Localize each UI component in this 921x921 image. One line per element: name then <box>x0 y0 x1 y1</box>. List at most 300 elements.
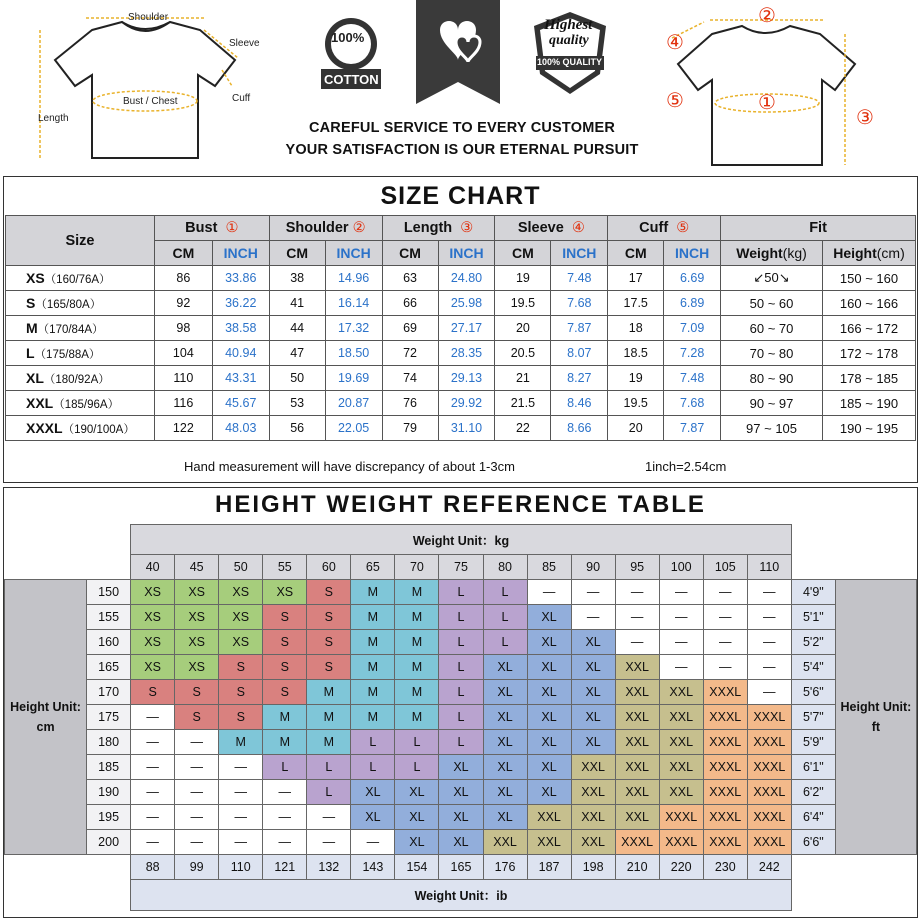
measure-cell-sl-cm: 19 <box>495 266 551 291</box>
cotton-badge-top: 100% <box>331 30 365 45</box>
measure-cell-sh-cm: 41 <box>269 291 325 316</box>
size-recommendation-cell: — <box>571 580 615 605</box>
size-recommendation-cell: XL <box>527 730 571 755</box>
size-recommendation-cell: M <box>263 705 307 730</box>
size-recommendation-cell: M <box>307 705 351 730</box>
size-name: XXL <box>26 394 54 411</box>
height-unit-cm-label: Height Unit: cm <box>10 700 81 734</box>
lb-value: 220 <box>659 855 703 880</box>
size-recommendation-cell: M <box>351 705 395 730</box>
quality-badge-line3: 100% QUALITY <box>537 57 603 67</box>
size-recommendation-cell: XL <box>527 780 571 805</box>
measure-cell-len-in: 25.98 <box>438 291 495 316</box>
measure-cell-cuff-cm: 19 <box>608 366 664 391</box>
size-recommendation-cell: M <box>351 680 395 705</box>
measure-cell-bust-cm: 98 <box>154 316 212 341</box>
cm-header: CM <box>154 241 212 266</box>
height-row <box>5 805 917 830</box>
size-recommendation-cell: XL <box>483 705 527 730</box>
measure-cell-sh-in: 22.05 <box>325 416 382 441</box>
diagram-number-1: ① <box>758 92 776 114</box>
inch-header: INCH <box>551 241 608 266</box>
measure-cell-height: 150 ~ 160 <box>822 266 915 291</box>
height-cm-value: 150 <box>87 580 131 605</box>
kg-value: 65 <box>351 555 395 580</box>
size-row <box>6 366 916 391</box>
size-recommendation-cell: XL <box>483 805 527 830</box>
measure-cell-height: 185 ~ 190 <box>822 391 915 416</box>
size-recommendation-cell: M <box>351 630 395 655</box>
height-ft-value: 5'2" <box>791 630 835 655</box>
measure-cell-cuff-cm: 19.5 <box>608 391 664 416</box>
size-recommendation-cell: — <box>747 680 791 705</box>
size-recommendation-cell: XXXL <box>747 730 791 755</box>
size-recommendation-cell: XXXL <box>703 805 747 830</box>
measure-cell-len-cm: 72 <box>382 341 438 366</box>
cuff-header: Cuff ⑤ <box>608 216 721 241</box>
size-recommendation-cell: XS <box>175 630 219 655</box>
height-weight-panel <box>3 487 918 918</box>
height-ft-value: 5'9" <box>791 730 835 755</box>
size-recommendation-cell: XL <box>571 705 615 730</box>
size-recommendation-cell: XL <box>439 830 483 855</box>
measure-cell-sh-in: 18.50 <box>325 341 382 366</box>
cotton-badge-bottom: COTTON <box>324 72 379 87</box>
size-row <box>6 391 916 416</box>
measure-cell-sh-in: 16.14 <box>325 291 382 316</box>
size-recommendation-cell: XL <box>527 630 571 655</box>
measure-cell-sl-in: 8.27 <box>551 366 608 391</box>
size-recommendation-cell: XXXL <box>747 780 791 805</box>
size-recommendation-cell: L <box>351 755 395 780</box>
weight-unit-kg: Weight Unit：kg <box>131 525 792 555</box>
measure-cell-height: 178 ~ 185 <box>822 366 915 391</box>
inch-header: INCH <box>212 241 269 266</box>
size-recommendation-cell: S <box>263 630 307 655</box>
size-code: （170/84A） <box>37 323 104 336</box>
measure-cell-height: 190 ~ 195 <box>822 416 915 441</box>
kg-value: 70 <box>395 555 439 580</box>
size-code: （180/92A） <box>43 373 110 386</box>
measure-cell-weight: 97 ~ 105 <box>721 416 823 441</box>
measure-cell-bust-in: 33.86 <box>212 266 269 291</box>
measure-cell-cuff-in: 7.68 <box>664 391 721 416</box>
size-recommendation-cell: XXL <box>615 655 659 680</box>
size-recommendation-cell: XXXL <box>659 805 703 830</box>
header-banner <box>0 0 921 175</box>
measure-cell-bust-in: 43.31 <box>212 366 269 391</box>
size-code: （190/100A） <box>62 423 135 436</box>
measure-cell-bust-cm: 110 <box>154 366 212 391</box>
size-recommendation-cell: S <box>307 605 351 630</box>
measure-cell-len-in: 29.13 <box>438 366 495 391</box>
bust-label: Bust / Chest <box>123 96 178 107</box>
height-row <box>5 830 917 855</box>
measure-cell-sh-cm: 44 <box>269 316 325 341</box>
height-row <box>5 605 917 630</box>
measure-cell-sl-cm: 21 <box>495 366 551 391</box>
size-recommendation-cell: — <box>615 580 659 605</box>
size-recommendation-cell: XS <box>219 630 263 655</box>
height-row <box>5 580 917 605</box>
lb-value: 121 <box>263 855 307 880</box>
kg-value: 95 <box>615 555 659 580</box>
measure-cell-len-in: 24.80 <box>438 266 495 291</box>
lb-value: 210 <box>615 855 659 880</box>
length-label: Length <box>38 113 69 124</box>
size-cell <box>6 416 155 441</box>
sleeve-label: Sleeve <box>229 38 260 49</box>
blank-corner <box>791 555 835 580</box>
size-recommendation-cell: XXL <box>483 830 527 855</box>
lb-values-row <box>5 855 917 880</box>
size-recommendation-cell: — <box>131 780 175 805</box>
size-recommendation-cell: — <box>131 805 175 830</box>
size-recommendation-cell: XXL <box>571 780 615 805</box>
size-header: Size <box>6 216 155 266</box>
measure-cell-cuff-cm: 20 <box>608 416 664 441</box>
size-recommendation-cell: — <box>747 580 791 605</box>
measure-cell-cuff-cm: 17.5 <box>608 291 664 316</box>
measure-cell-cuff-cm: 18.5 <box>608 341 664 366</box>
size-recommendation-cell: XL <box>351 805 395 830</box>
size-recommendation-cell: L <box>439 680 483 705</box>
size-recommendation-cell: — <box>307 805 351 830</box>
lb-value: 99 <box>175 855 219 880</box>
size-cell <box>6 291 155 316</box>
height-ft-value: 4'9" <box>791 580 835 605</box>
measure-cell-sl-in: 7.87 <box>551 316 608 341</box>
measure-cell-weight: 80 ~ 90 <box>721 366 823 391</box>
size-recommendation-cell: — <box>175 805 219 830</box>
size-cell <box>6 391 155 416</box>
measure-cell-sl-in: 7.48 <box>551 266 608 291</box>
size-recommendation-cell: — <box>175 830 219 855</box>
size-recommendation-cell: XXXL <box>615 830 659 855</box>
lb-value: 230 <box>703 855 747 880</box>
size-recommendation-cell: XS <box>131 655 175 680</box>
measure-cell-sh-cm: 50 <box>269 366 325 391</box>
size-recommendation-cell: M <box>307 730 351 755</box>
size-recommendation-cell: XL <box>439 805 483 830</box>
measure-cell-cuff-in: 7.28 <box>664 341 721 366</box>
size-recommendation-cell: — <box>659 580 703 605</box>
blank-corner <box>791 525 835 555</box>
size-recommendation-cell: L <box>439 630 483 655</box>
size-recommendation-cell: — <box>747 605 791 630</box>
measure-cell-sh-in: 14.96 <box>325 266 382 291</box>
size-recommendation-cell: XXL <box>659 705 703 730</box>
size-recommendation-cell: — <box>175 755 219 780</box>
measure-cell-bust-in: 48.03 <box>212 416 269 441</box>
height-cm-value: 195 <box>87 805 131 830</box>
size-recommendation-cell: L <box>439 605 483 630</box>
lb-value: 187 <box>527 855 571 880</box>
measure-cell-sl-cm: 19.5 <box>495 291 551 316</box>
height-cm-value: 190 <box>87 780 131 805</box>
fit-header: Fit <box>721 216 916 241</box>
blank-corner <box>791 855 835 880</box>
size-recommendation-cell: XS <box>219 605 263 630</box>
size-recommendation-cell: M <box>395 705 439 730</box>
measure-cell-len-in: 28.35 <box>438 341 495 366</box>
size-recommendation-cell: — <box>219 805 263 830</box>
size-recommendation-cell: M <box>395 680 439 705</box>
size-recommendation-cell: XXL <box>571 830 615 855</box>
size-recommendation-cell: XL <box>483 655 527 680</box>
size-recommendation-cell: XXXL <box>747 755 791 780</box>
weight-header: Weight(kg) <box>721 241 823 266</box>
measure-cell-len-cm: 76 <box>382 391 438 416</box>
quality-badge-line1: Highest <box>544 17 593 33</box>
size-recommendation-cell: XL <box>483 780 527 805</box>
size-name: XS <box>26 269 45 286</box>
size-name: S <box>26 294 36 311</box>
size-recommendation-cell: — <box>131 830 175 855</box>
kg-value: 90 <box>571 555 615 580</box>
lb-value: 198 <box>571 855 615 880</box>
size-recommendation-cell: — <box>131 755 175 780</box>
measure-cell-sh-cm: 47 <box>269 341 325 366</box>
size-recommendation-cell: XL <box>395 780 439 805</box>
height-ft-value: 6'2" <box>791 780 835 805</box>
measure-cell-bust-in: 45.67 <box>212 391 269 416</box>
height-row <box>5 780 917 805</box>
lb-value: 88 <box>131 855 175 880</box>
blank-corner <box>5 525 131 555</box>
height-row <box>5 680 917 705</box>
height-cm-value: 165 <box>87 655 131 680</box>
size-recommendation-cell: XL <box>439 780 483 805</box>
size-recommendation-cell: XXL <box>659 780 703 805</box>
weight-unit-lb: Weight Unit：ib <box>131 880 792 911</box>
size-row <box>6 266 916 291</box>
size-recommendation-cell: XXXL <box>703 780 747 805</box>
size-recommendation-cell: XL <box>527 680 571 705</box>
height-ft-value: 5'6" <box>791 680 835 705</box>
measure-cell-cuff-cm: 18 <box>608 316 664 341</box>
kg-value: 85 <box>527 555 571 580</box>
size-recommendation-cell: M <box>307 680 351 705</box>
measure-cell-sl-cm: 20 <box>495 316 551 341</box>
size-recommendation-cell: S <box>131 680 175 705</box>
size-recommendation-cell: XS <box>175 655 219 680</box>
kg-value: 55 <box>263 555 307 580</box>
size-recommendation-cell: L <box>395 730 439 755</box>
size-recommendation-cell: XS <box>219 580 263 605</box>
size-recommendation-cell: XL <box>439 755 483 780</box>
sleeve-header: Sleeve ④ <box>495 216 608 241</box>
shoulder-label: Shoulder <box>128 12 169 23</box>
size-recommendation-cell: XL <box>483 755 527 780</box>
size-recommendation-cell: L <box>483 630 527 655</box>
measure-cell-sl-cm: 22 <box>495 416 551 441</box>
size-recommendation-cell: — <box>703 630 747 655</box>
size-recommendation-cell: L <box>439 705 483 730</box>
height-row <box>5 655 917 680</box>
size-recommendation-cell: XXXL <box>703 830 747 855</box>
height-cm-value: 170 <box>87 680 131 705</box>
cm-header: CM <box>608 241 664 266</box>
size-chart-table <box>5 215 916 441</box>
size-recommendation-cell: L <box>439 580 483 605</box>
size-name: XXXL <box>26 419 63 436</box>
blank-corner <box>791 880 835 911</box>
size-recommendation-cell: XXL <box>659 730 703 755</box>
size-recommendation-cell: L <box>307 780 351 805</box>
size-recommendation-cell: XXXL <box>703 755 747 780</box>
size-recommendation-cell: XXXL <box>747 805 791 830</box>
size-row <box>6 416 916 441</box>
height-cm-value: 180 <box>87 730 131 755</box>
size-row <box>6 316 916 341</box>
height-cm-value: 155 <box>87 605 131 630</box>
height-header: Height(cm) <box>822 241 915 266</box>
lb-value: 242 <box>747 855 791 880</box>
blank-corner <box>5 880 131 911</box>
size-recommendation-cell: L <box>439 730 483 755</box>
size-chart-panel <box>3 176 918 483</box>
measure-cell-cuff-in: 7.48 <box>664 366 721 391</box>
size-recommendation-cell: M <box>219 730 263 755</box>
size-recommendation-cell: XL <box>571 680 615 705</box>
measure-cell-sh-cm: 56 <box>269 416 325 441</box>
size-row <box>6 341 916 366</box>
size-recommendation-cell: L <box>483 605 527 630</box>
diagram-number-4: ④ <box>666 32 684 54</box>
measure-cell-height: 166 ~ 172 <box>822 316 915 341</box>
size-recommendation-cell: S <box>263 680 307 705</box>
size-recommendation-cell: M <box>395 630 439 655</box>
height-unit-ft <box>835 580 916 855</box>
size-recommendation-cell: XL <box>527 705 571 730</box>
size-recommendation-cell: XXL <box>615 755 659 780</box>
height-cm-value: 175 <box>87 705 131 730</box>
measure-cell-sh-cm: 53 <box>269 391 325 416</box>
kg-value: 40 <box>131 555 175 580</box>
lb-value: 176 <box>483 855 527 880</box>
size-recommendation-cell: — <box>351 830 395 855</box>
slogan-line-1: CAREFUL SERVICE TO EVERY CUSTOMER <box>308 120 616 136</box>
size-recommendation-cell: S <box>175 705 219 730</box>
measure-cell-sl-cm: 21.5 <box>495 391 551 416</box>
measure-cell-len-cm: 74 <box>382 366 438 391</box>
hearts-banner-icon <box>416 0 500 104</box>
size-name: M <box>26 319 38 336</box>
measure-cell-weight: ↙50↘ <box>721 266 823 291</box>
measure-cell-sl-in: 7.68 <box>551 291 608 316</box>
size-recommendation-cell: XS <box>131 580 175 605</box>
lb-value: 165 <box>439 855 483 880</box>
size-recommendation-cell: S <box>219 705 263 730</box>
shoulder-header: Shoulder ② <box>269 216 382 241</box>
size-recommendation-cell: XXL <box>571 755 615 780</box>
size-recommendation-cell: XXXL <box>703 730 747 755</box>
height-ft-value: 6'1" <box>791 755 835 780</box>
size-recommendation-cell: M <box>351 605 395 630</box>
size-recommendation-cell: S <box>219 655 263 680</box>
measure-cell-len-in: 29.92 <box>438 391 495 416</box>
size-recommendation-cell: XL <box>527 655 571 680</box>
slogan-line-2: YOUR SATISFACTION IS OUR ETERNAL PURSUIT <box>285 142 639 158</box>
size-recommendation-cell: — <box>571 605 615 630</box>
measure-cell-len-cm: 63 <box>382 266 438 291</box>
kg-value: 100 <box>659 555 703 580</box>
size-recommendation-cell: M <box>351 655 395 680</box>
bust-header: Bust ① <box>154 216 269 241</box>
measure-cell-len-cm: 69 <box>382 316 438 341</box>
size-recommendation-cell: XXL <box>527 805 571 830</box>
size-recommendation-cell: — <box>219 830 263 855</box>
size-recommendation-cell: L <box>395 755 439 780</box>
cm-header: CM <box>382 241 438 266</box>
note-inch-conversion: 1inch=2.54cm <box>645 459 727 474</box>
size-recommendation-cell: — <box>703 580 747 605</box>
size-recommendation-cell: XXL <box>615 730 659 755</box>
height-ft-value: 5'7" <box>791 705 835 730</box>
size-recommendation-cell: — <box>175 730 219 755</box>
diagram-number-2: ② <box>758 5 776 27</box>
size-recommendation-cell: XL <box>571 630 615 655</box>
height-ft-value: 6'4" <box>791 805 835 830</box>
measure-cell-sh-cm: 38 <box>269 266 325 291</box>
cuff-label: Cuff <box>232 93 251 104</box>
measure-cell-cuff-in: 7.09 <box>664 316 721 341</box>
size-recommendation-cell: XXL <box>615 780 659 805</box>
size-recommendation-cell: XXL <box>659 680 703 705</box>
kg-unit-row <box>5 525 917 555</box>
size-name: L <box>26 344 35 361</box>
size-recommendation-cell: XXXL <box>747 705 791 730</box>
cm-header: CM <box>495 241 551 266</box>
size-cell <box>6 316 155 341</box>
measure-cell-bust-cm: 104 <box>154 341 212 366</box>
size-recommendation-cell: XXL <box>527 830 571 855</box>
measure-cell-bust-in: 40.94 <box>212 341 269 366</box>
inch-header: INCH <box>438 241 495 266</box>
size-recommendation-cell: XXL <box>615 680 659 705</box>
inch-header: INCH <box>325 241 382 266</box>
size-recommendation-cell: XS <box>131 605 175 630</box>
kg-value: 75 <box>439 555 483 580</box>
measure-cell-height: 172 ~ 178 <box>822 341 915 366</box>
size-recommendation-cell: L <box>263 755 307 780</box>
size-recommendation-cell: XXXL <box>703 705 747 730</box>
size-recommendation-cell: S <box>263 655 307 680</box>
size-recommendation-cell: XL <box>527 755 571 780</box>
size-recommendation-cell: XXXL <box>659 830 703 855</box>
measure-cell-len-in: 31.10 <box>438 416 495 441</box>
size-name: XL <box>26 369 44 386</box>
size-recommendation-cell: XL <box>483 680 527 705</box>
size-recommendation-cell: — <box>747 630 791 655</box>
measure-cell-weight: 60 ~ 70 <box>721 316 823 341</box>
measure-cell-bust-cm: 116 <box>154 391 212 416</box>
size-recommendation-cell: — <box>659 655 703 680</box>
size-recommendation-cell: L <box>483 580 527 605</box>
size-recommendation-cell: M <box>263 730 307 755</box>
size-recommendation-cell: XXXL <box>747 830 791 855</box>
note-discrepancy: Hand measurement will have discrepancy of about 1-3cm <box>184 459 515 474</box>
size-recommendation-cell: — <box>263 805 307 830</box>
size-recommendation-cell: — <box>131 705 175 730</box>
size-cell <box>6 366 155 391</box>
size-recommendation-cell: XL <box>395 805 439 830</box>
size-recommendation-cell: M <box>395 580 439 605</box>
size-code: （165/80A） <box>35 298 102 311</box>
size-recommendation-cell: — <box>615 630 659 655</box>
lb-value: 132 <box>307 855 351 880</box>
